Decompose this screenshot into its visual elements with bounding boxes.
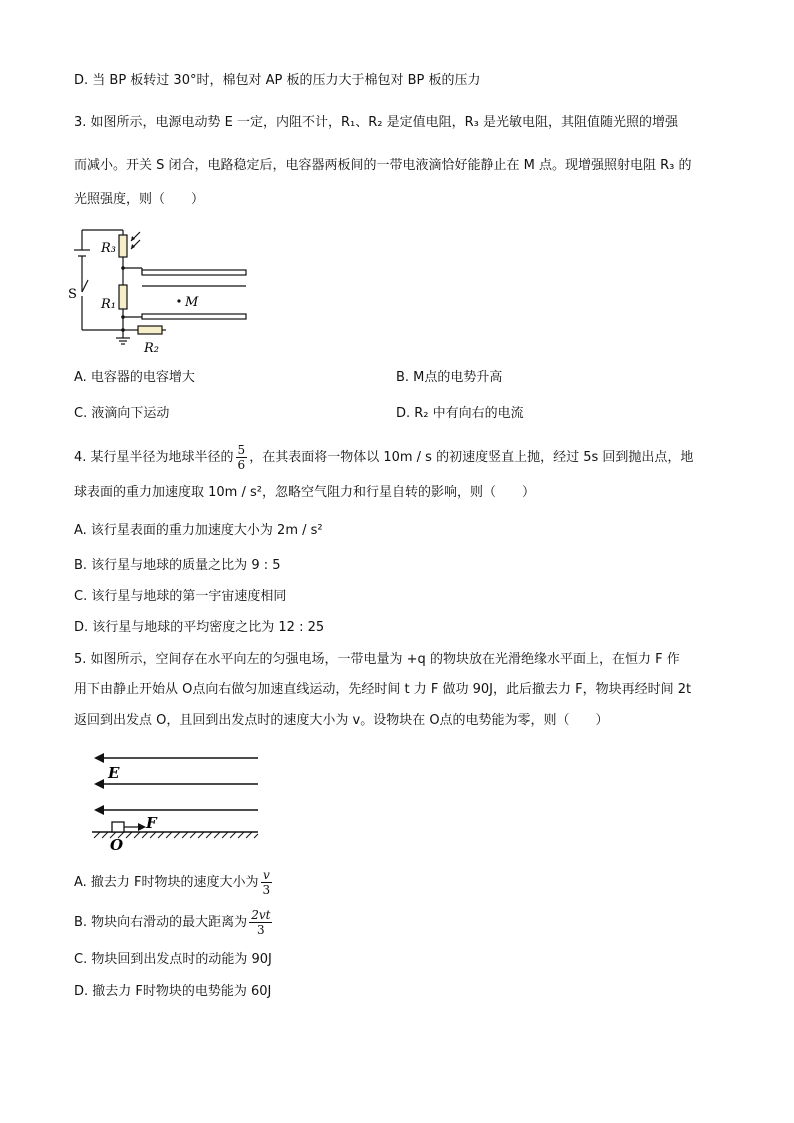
- q4-fraction: $\frac{5}{6}$: [237, 443, 246, 472]
- q5-field-figure: [86, 744, 266, 854]
- q4-stem-line2: 球表面的重力加速度取 10m / s²，忽略空气阻力和行星自转的影响，则（ ）: [74, 485, 535, 500]
- q5-stem-line1: 5. 如图所示，空间存在水平向左的匀强电场，一带电量为 +q 的物块放在光滑绝缘水平面上，在恒力 F 作: [74, 652, 680, 667]
- q5-option-d[interactable]: D. 撤去力 F时物块的电势能为 60J: [74, 984, 272, 999]
- q4-stem-line1: 4. 某行星半径为地球半径的 $\frac{5}{6}$ ，在其表面将一物体以 10m / s 的初速度竖直上抛，经过 5s 回到抛出点，地: [74, 443, 694, 472]
- q3-stem-line1: 3. 如图所示，电源电动势 E 一定，内阻不计，R₁、R₂ 是定值电阻，R₃ 是光敏电阻，其阻值随光照的增强: [74, 115, 679, 130]
- q3-stem-line2: 而减小。开关 S 闭合，电路稳定后，电容器两板间的一带电液滴恰好能静止在 M 点。现增强照射电阻 R₃ 的: [74, 158, 692, 173]
- q4-option-d[interactable]: D. 该行星与地球的平均密度之比为 12 : 25: [74, 620, 325, 635]
- r3-label: R₃: [101, 241, 116, 256]
- q3-option-c[interactable]: C. 液滴向下运动: [74, 406, 170, 421]
- q4-option-b[interactable]: B. 该行星与地球的质量之比为 9 : 5: [74, 558, 281, 573]
- q3-option-b[interactable]: B. M点的电势升高: [396, 370, 503, 385]
- q5-stem-line3: 返回到出发点 O，且回到出发点时的速度大小为 v。设物块在 O点的电势能为零，则（ ）: [74, 713, 609, 728]
- q5-stem-line2: 用下由静止开始从 O点向右做匀加速直线运动，先经时间 t 力 F 做功 90J，此后撤去力 F，物块再经时间 2t: [74, 682, 692, 697]
- prev-option-d: D. 当 BP 板转过 30°时，棉包对 AP 板的压力大于棉包对 BP 板的压力: [74, 73, 481, 88]
- m-point-label: M: [185, 295, 199, 310]
- q3-circuit-figure: [68, 222, 298, 357]
- q5-option-a[interactable]: A. 撤去力 F时物块的速度大小为 $\frac{v}{3}$: [74, 868, 271, 897]
- force-label: F: [146, 814, 157, 832]
- r1-label: R₁: [101, 297, 116, 312]
- q3-option-a[interactable]: A. 电容器的电容增大: [74, 370, 195, 385]
- q5-a-fraction: $\frac{v}{3}$: [262, 868, 271, 897]
- q5-option-b[interactable]: B. 物块向右滑动的最大距离为 $\frac{2vt}{3}$: [74, 908, 271, 937]
- switch-label: S: [68, 287, 77, 302]
- q3-option-d[interactable]: D. R₂ 中有向右的电流: [396, 406, 524, 421]
- q3-stem-line3: 光照强度，则（ ）: [74, 192, 205, 207]
- e-field-label: E: [108, 764, 120, 782]
- q5-b-fraction: $\frac{2vt}{3}$: [251, 908, 271, 937]
- r2-label: R₂: [144, 341, 159, 356]
- q4-option-c[interactable]: C. 该行星与地球的第一宇宙速度相同: [74, 589, 287, 604]
- q5-option-c[interactable]: C. 物块回到出发点时的动能为 90J: [74, 952, 272, 967]
- origin-label: O: [110, 836, 124, 854]
- q4-option-a[interactable]: A. 该行星表面的重力加速度大小为 2m / s²: [74, 523, 323, 538]
